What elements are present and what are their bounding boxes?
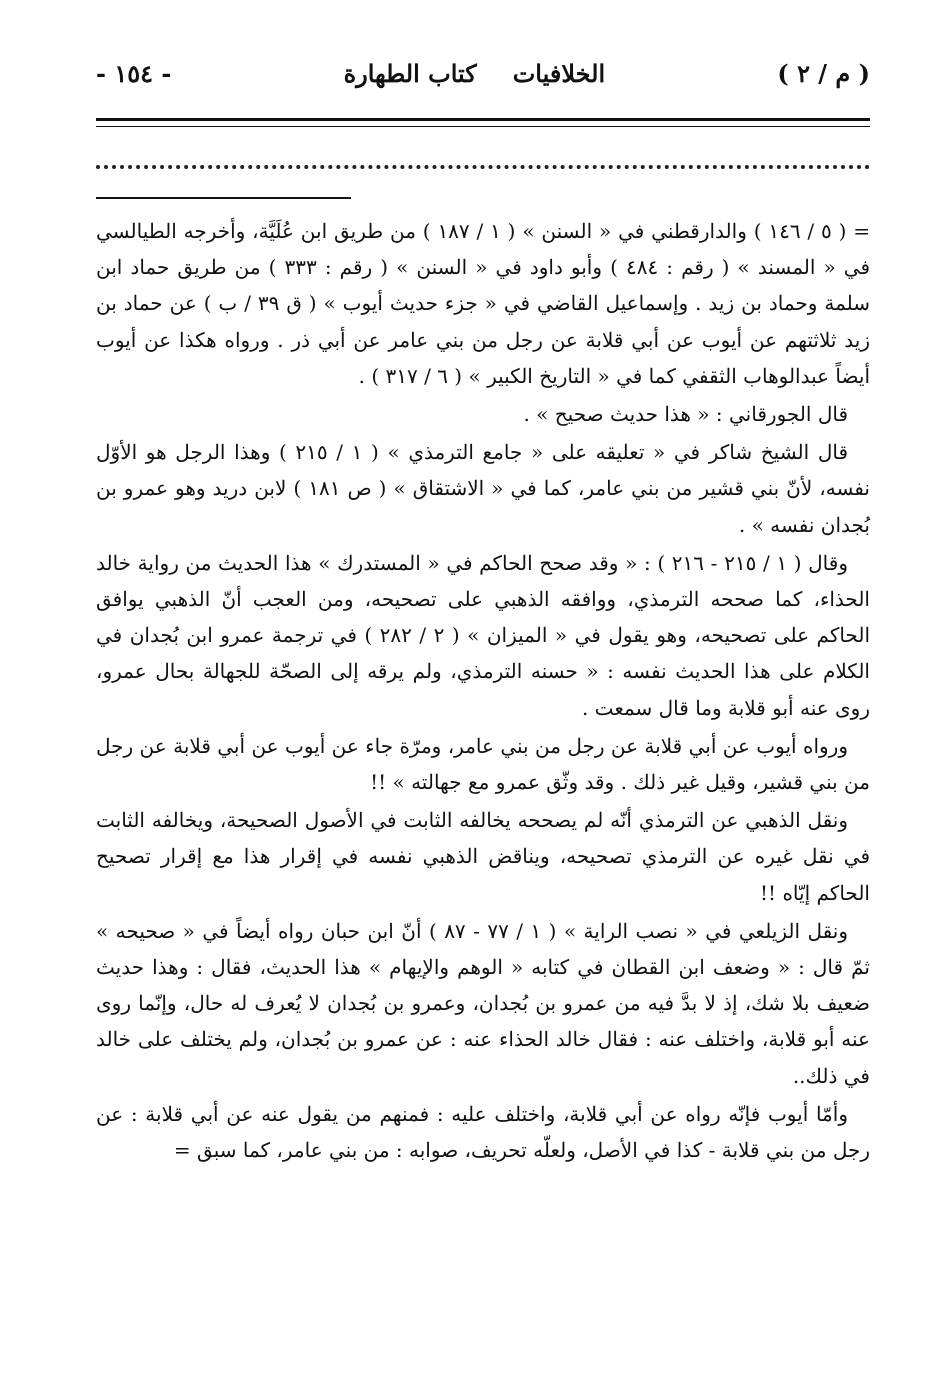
paragraph: = ( ٥ / ١٤٦ ) والدارقطني في « السنن » ( ١ / ١٨٧ ) من طريق ابن عُلَيَّة، وأخرجه الطيالسي في « المسند » ( رقم : ٤٨٤ ) وأبو داود في « السنن » ( رقم : ٣٣٣ ) من طريق حماد ابن سلمة وحماد بن زيد . وإسماعيل القاضي في « جزء حديث أيوب » ( ق ٣٩ / ب ) عن حماد بن زيد ثلاثتهم عن أيوب عن أبي قلابة عن رجل من بني عامر عن أبي ذر . ورواه هكذا عن أيوب أيضاً عبدالوهاب الثقفي كما في « التاريخ الكبير » ( ٦ / ٣١٧ ) .	[96, 219, 871, 388]
footnote-rule	[96, 197, 351, 199]
paragraph: ورواه أيوب عن أبي قلابة عن رجل من بني عامر، ومرّة جاء عن أيوب عن أبي قلابة عن رجل من بني قشير، وقيل غير ذلك . وقد وثّق عمرو مع جهالته » !!	[96, 733, 870, 795]
dotted-separator	[96, 151, 870, 169]
book-title: كتاب الطهارة	[343, 58, 477, 88]
paragraph: ونقل الزيلعي في « نصب الراية » ( ١ / ٧٧ - ٨٧ ) أنّ ابن حبان رواه أيضاً في « صحيحه » ثمّ قال : « وضعف ابن القطان في كتابه « الوهم والإيهام » هذا الحديث، فقال : وهذا حديث ضعيف بلا شك، إذ لا بدَّ فيه من عمرو بن بُجدان، وعمرو بن بُجدان لا يُعرف له حال، وإنّما روى عنه أبو قلابة، واختلف عنه : فقال خالد الحذاء عنه : عن عمرو بن بُجدان، ولم يختلف على خالد في ذلك..	[96, 918, 870, 1088]
paragraph: قال الشيخ شاكر في « تعليقه على « جامع الترمذي » ( ١ / ٢١٥ ) وهذا الرجل هو الأوّل نفسه، لأنّ بني قشير من بني عامر، كما في « الاشتقاق » ( ص ١٨١ ) لابن دريد وهو عمرو بن بُجدان نفسه » .	[96, 440, 870, 537]
paragraph: وقال ( ١ / ٢١٥ - ٢١٦ ) : « وقد صحح الحاكم في « المستدرك » هذا الحديث من رواية خالد الحذاء، كما صححه الترمذي، ووافقه الذهبي على تصحيحه، ومن العجب أنّ الذهبي يوافق الحاكم على تصحيحه، وهو يقول في « الميزان » ( ٢ / ٢٨٢ ) في ترجمة عمرو ابن بُجدان في الكلام على هذا الحديث نفسه : « حسنه الترمذي، ولم يرقه إلى الصحّة للجهالة بحال عمرو، روى عنه أبو قلابة وما قال سمعت .	[96, 550, 870, 720]
volume-tag: ( م / ٢ )	[777, 58, 870, 88]
paragraph: وأمّا أيوب فإنّه رواه عن أبي قلابة، واختلف عليه : فمنهم من يقول عنه عن أبي قلابة : عن رجل من بني قلابة - كذا في الأصل، ولعلّه تحريف، صوابه : من بني عامر، كما سبق =	[96, 1101, 870, 1163]
section-title: الخلافيات	[512, 58, 606, 88]
paragraph: قال الجورقاني : « هذا حديث صحيح » .	[523, 402, 848, 427]
running-header	[96, 48, 870, 98]
book-page	[96, 48, 870, 1170]
page-number: - ١٥٤ -	[96, 58, 172, 88]
header-double-rule	[96, 118, 870, 127]
paragraph: ونقل الذهبي عن الترمذي أنّه لم يصححه يخالفه الثابت في الأصول الصحيحة، ويخالفه الثابت في نقل غيره عن الترمذي تصحيحه، ويناقض الذهبي نفسه في إقرار هذا مع إقرار تصحيح الحاكم إيّاه !!	[96, 808, 870, 905]
header-titles	[344, 59, 606, 88]
footnote-text	[96, 213, 870, 1168]
